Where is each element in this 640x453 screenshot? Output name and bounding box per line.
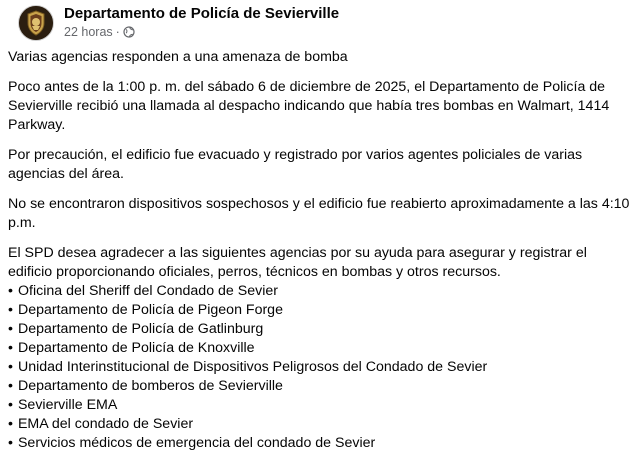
list-item: • Departamento de bomberos de Sevierville xyxy=(8,377,632,396)
list-item: • Oficina del Sheriff del Condado de Sevier xyxy=(8,282,632,301)
police-badge-icon xyxy=(19,6,53,40)
meta-separator: · xyxy=(115,25,120,39)
globe-icon[interactable] xyxy=(123,26,135,38)
post-paragraph: No se encontraron dispositivos sospechosos y el edificio fue reabierto aproximadamente a las 4:10 p.m. xyxy=(8,196,630,231)
list-item: • Departamento de Policía de Gatlinburg xyxy=(8,320,632,339)
list-item: • Departamento de Policía de Pigeon Forge xyxy=(8,301,632,320)
list-item: • Servicios médicos de emergencia del condado de Sevier xyxy=(8,434,632,453)
post-paragraph: Poco antes de la 1:00 p. m. del sábado 6 de diciembre de 2025, el Departamento de Policía de Sevierville recibió una llamada al despacho indicando que había tres bombas en Walmart, 1414 Parkway. xyxy=(8,79,610,133)
agency-list xyxy=(8,282,632,453)
post-paragraph: Por precaución, el edificio fue evacuado y registrado por varios agentes policiales de varias agencias del área. xyxy=(8,147,583,182)
page-name-link[interactable]: Departamento de Policía de Sevierville xyxy=(64,5,340,22)
avatar[interactable] xyxy=(18,5,54,41)
list-intro: El SPD desea agradecer a las siguientes agencias por su ayuda para asegurar y registrar el edificio proporcionando oficiales, perros, técnicos en bombas y otros recursos. xyxy=(8,245,587,280)
post-body xyxy=(8,48,632,453)
list-item: • EMA del condado de Sevier xyxy=(8,415,632,434)
post-meta xyxy=(64,25,135,39)
list-item: • Departamento de Policía de Knoxville xyxy=(8,339,632,358)
post-timestamp[interactable]: 22 horas xyxy=(64,25,113,39)
list-item: • Sevierville EMA xyxy=(8,396,632,415)
list-item: • Unidad Interinstitucional de Dispositivos Peligrosos del Condado de Sevier xyxy=(8,358,632,377)
post-headline: Varias agencias responden a una amenaza de bomba xyxy=(8,49,348,65)
post-header xyxy=(8,0,632,44)
